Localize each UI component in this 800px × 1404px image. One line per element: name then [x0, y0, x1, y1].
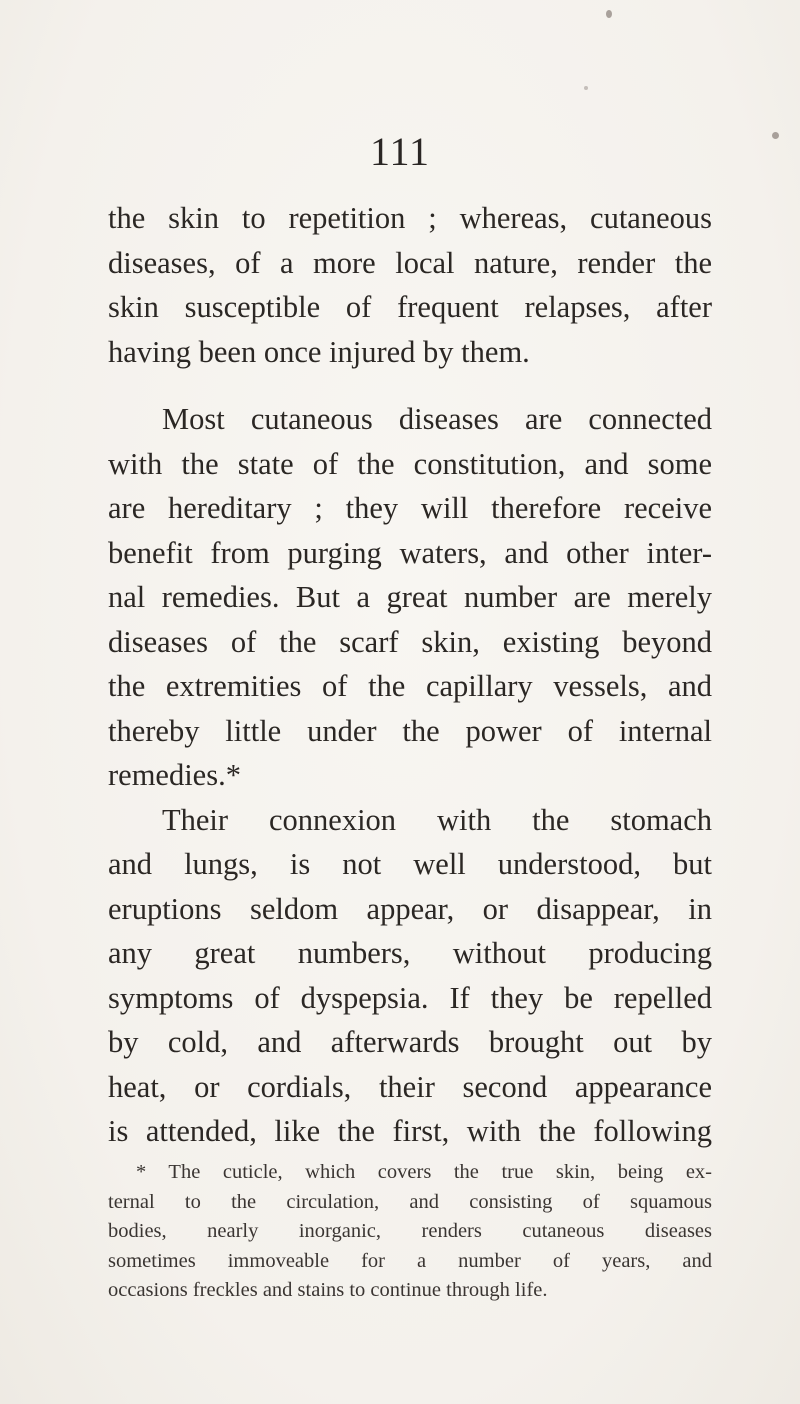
- text-line: the skin to repetition ; whereas, cutaneous: [108, 201, 712, 235]
- footnote-line: bodies, nearly inorganic, renders cutaneous diseases: [108, 1220, 712, 1242]
- paper-speck: [584, 86, 588, 90]
- text-line: Most cutaneous diseases are connected: [162, 402, 712, 436]
- footnote-line: * The cuticle, which covers the true skin, being ex-: [136, 1161, 712, 1183]
- text-line: having been once injured by them.: [108, 334, 530, 369]
- text-line: is attended, like the first, with the following: [108, 1114, 712, 1148]
- text-line: any great numbers, without producing: [108, 936, 712, 970]
- text-line: remedies.*: [108, 758, 241, 792]
- text-line: are hereditary ; they will therefore receive: [108, 491, 712, 525]
- text-line: eruptions seldom appear, or disappear, in: [108, 891, 712, 926]
- footnote-line: ternal to the circulation, and consisting of squamous: [108, 1190, 712, 1213]
- paragraph-gap: [108, 374, 712, 397]
- footnote-line: occasions freckles and stains to continue through life.: [108, 1279, 548, 1301]
- text-line: with the state of the constitution, and some: [108, 446, 712, 481]
- text-line: nal remedies. But a great number are merely: [108, 580, 712, 614]
- text-line: skin susceptible of frequent relapses, after: [108, 290, 712, 324]
- footnote-line: sometimes immoveable for a number of years, and: [108, 1249, 712, 1272]
- text-line: diseases of the scarf skin, existing beyond: [108, 624, 712, 659]
- page-number: 111: [369, 129, 431, 174]
- text-line: symptoms of dyspepsia. If they be repelled: [108, 980, 712, 1015]
- text-line: benefit from purging waters, and other inter-: [108, 535, 712, 570]
- text-line: diseases, of a more local nature, render the: [108, 245, 712, 280]
- paper-speck: [606, 10, 612, 18]
- text-line: by cold, and afterwards brought out by: [108, 1025, 712, 1059]
- text-line: Their connexion with the stomach: [162, 802, 712, 837]
- text-line: heat, or cordials, their second appearance: [108, 1069, 712, 1104]
- text-line: the extremities of the capillary vessels, and: [108, 669, 712, 703]
- footnote: [108, 1158, 712, 1306]
- text-line: thereby little under the power of internal: [108, 713, 712, 748]
- body-text: [108, 196, 712, 1154]
- text-line: and lungs, is not well understood, but: [108, 847, 712, 881]
